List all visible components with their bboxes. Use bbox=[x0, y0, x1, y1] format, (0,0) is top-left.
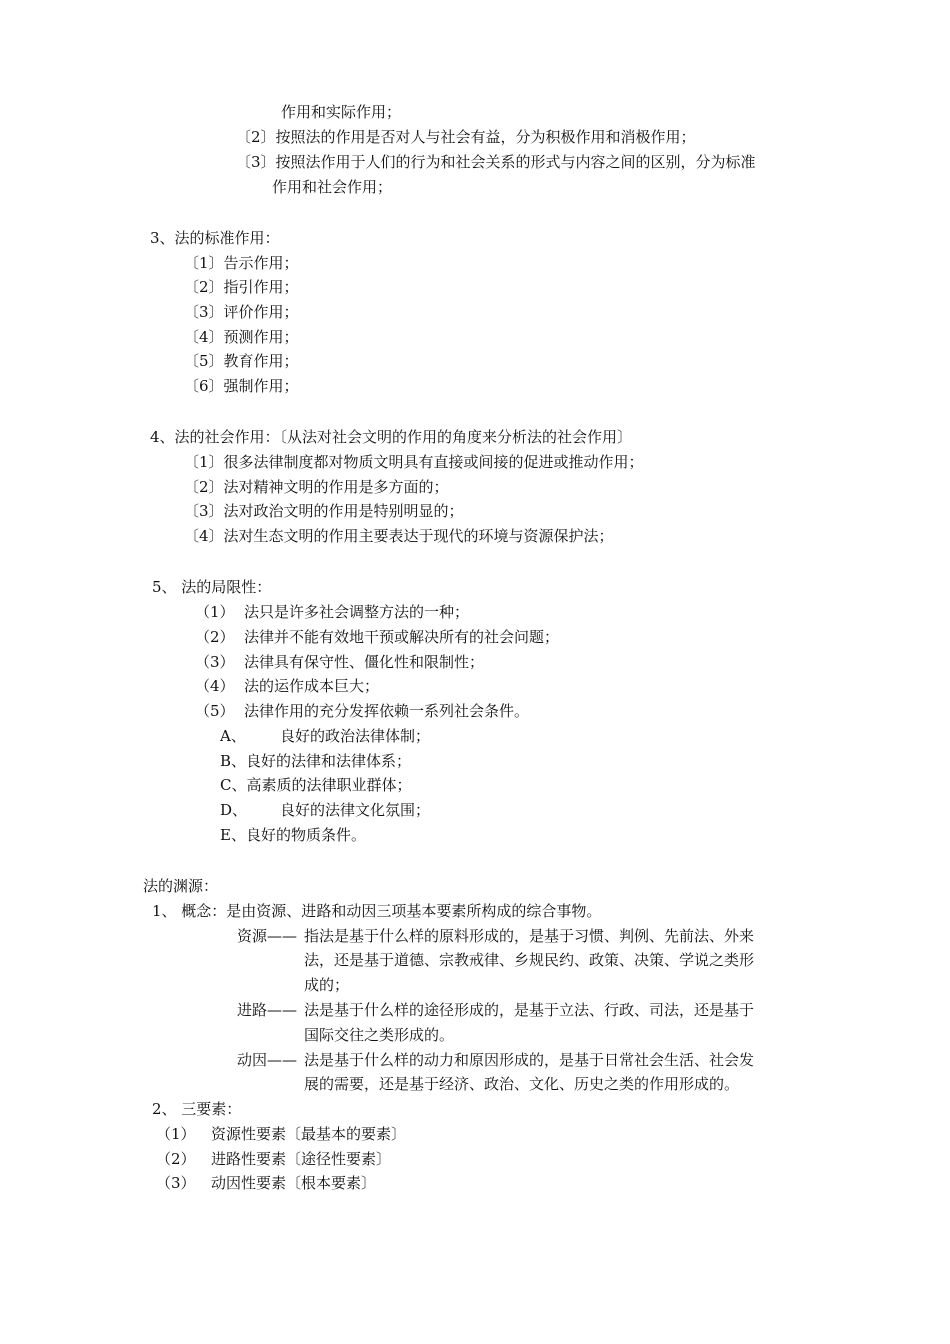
condition-text: 良好的法律文化氛围； bbox=[280, 801, 431, 819]
section-5-item-number: （4） bbox=[195, 677, 235, 695]
classification-item-3-line-2: 作用和社会作用； bbox=[272, 178, 393, 196]
section-3-item: 〔4〕预测作用； bbox=[184, 328, 299, 346]
section-4-item: 〔1〕很多法律制度都对物质文明具有直接或间接的促进或推动作用； bbox=[184, 453, 644, 471]
resource-definition: 成的； bbox=[304, 976, 350, 994]
source-section-title: 法的渊源： bbox=[143, 877, 219, 895]
element-text: 动因性要素〔根本要素〕 bbox=[211, 1174, 377, 1192]
element-number: （3） bbox=[156, 1174, 196, 1192]
condition-text: C、高素质的法律职业群体； bbox=[220, 776, 412, 794]
section-5-heading: 5、 法的局限性： bbox=[152, 578, 272, 596]
section-4-item: 〔2〕法对精神文明的作用是多方面的； bbox=[184, 478, 449, 496]
section-3-item: 〔6〕强制作用； bbox=[184, 377, 299, 395]
section-3-heading: 3、法的标准作用： bbox=[150, 229, 280, 247]
section-4-item: 〔3〕法对政治文明的作用是特别明显的； bbox=[184, 502, 464, 520]
section-5-item-number: （5） bbox=[195, 702, 235, 720]
elements-heading: 2、 三要素： bbox=[152, 1100, 242, 1118]
condition-text: 良好的政治法律体制； bbox=[280, 727, 431, 745]
section-4-item: 〔4〕法对生态文明的作用主要表达于现代的环境与资源保护法； bbox=[184, 527, 614, 545]
resource-definition: 法，还是基于道德、宗教戒律、乡规民约、政策、决策、学说之类形 bbox=[304, 951, 755, 969]
resource-definition: 指法是基于什么样的原料形成的，是基于习惯、判例、先前法、外来 bbox=[304, 927, 755, 945]
motive-definition: 法是基于什么样的动力和原因形成的，是基于日常社会生活、社会发 bbox=[304, 1051, 755, 1069]
classification-item-2: 〔2〕按照法的作用是否对人与社会有益，分为积极作用和消极作用； bbox=[236, 128, 696, 146]
section-3-item: 〔5〕教育作用； bbox=[184, 352, 299, 370]
section-3-item: 〔2〕指引作用； bbox=[184, 278, 299, 296]
continuation-line: 作用和实际作用； bbox=[281, 103, 402, 121]
condition-text: B、良好的法律和法律体系； bbox=[220, 752, 412, 770]
motive-term: 动因—— bbox=[237, 1051, 298, 1069]
element-number: （2） bbox=[156, 1150, 196, 1168]
section-3-item: 〔3〕评价作用； bbox=[184, 303, 299, 321]
motive-definition: 展的需要，还是基于经济、政治、文化、历史之类的作用形成的。 bbox=[304, 1075, 740, 1093]
element-text: 进路性要素〔途径性要素〕 bbox=[211, 1150, 392, 1168]
path-definition: 国际交往之类形成的。 bbox=[304, 1026, 455, 1044]
section-5-item-number: （2） bbox=[195, 628, 235, 646]
section-5-item-text: 法律并不能有效地干预或解决所有的社会问题； bbox=[244, 628, 560, 646]
section-5-item-text: 法只是许多社会调整方法的一种； bbox=[244, 603, 470, 621]
section-5-item-text: 法律具有保守性、僵化性和限制性； bbox=[244, 653, 485, 671]
section-5-item-number: （1） bbox=[195, 603, 235, 621]
section-3-item: 〔1〕告示作用； bbox=[184, 254, 299, 272]
section-5-item-number: （3） bbox=[195, 653, 235, 671]
condition-label: D、 bbox=[220, 801, 248, 819]
path-term: 进路—— bbox=[237, 1001, 298, 1019]
classification-item-3-line-1: 〔3〕按照法作用于人们的行为和社会关系的形式与内容之间的区别，分为标准 bbox=[236, 153, 756, 171]
path-definition: 法是基于什么样的途径形成的，是基于立法、行政、司法，还是基于 bbox=[304, 1001, 755, 1019]
concept-line: 1、 概念：是由资源、进路和动因三项基本要素所构成的综合事物。 bbox=[152, 902, 602, 920]
section-5-item-text: 法律作用的充分发挥依赖一系列社会条件。 bbox=[244, 702, 530, 720]
condition-label: A、 bbox=[220, 727, 246, 745]
section-5-item-text: 法的运作成本巨大； bbox=[244, 677, 380, 695]
resource-term: 资源—— bbox=[237, 927, 298, 945]
section-4-heading: 4、法的社会作用：〔从法对社会文明的作用的角度来分析法的社会作用〕 bbox=[150, 428, 633, 446]
element-text: 资源性要素〔最基本的要素〕 bbox=[211, 1125, 407, 1143]
condition-text: E、良好的物质条件。 bbox=[220, 826, 366, 844]
element-number: （1） bbox=[156, 1125, 196, 1143]
